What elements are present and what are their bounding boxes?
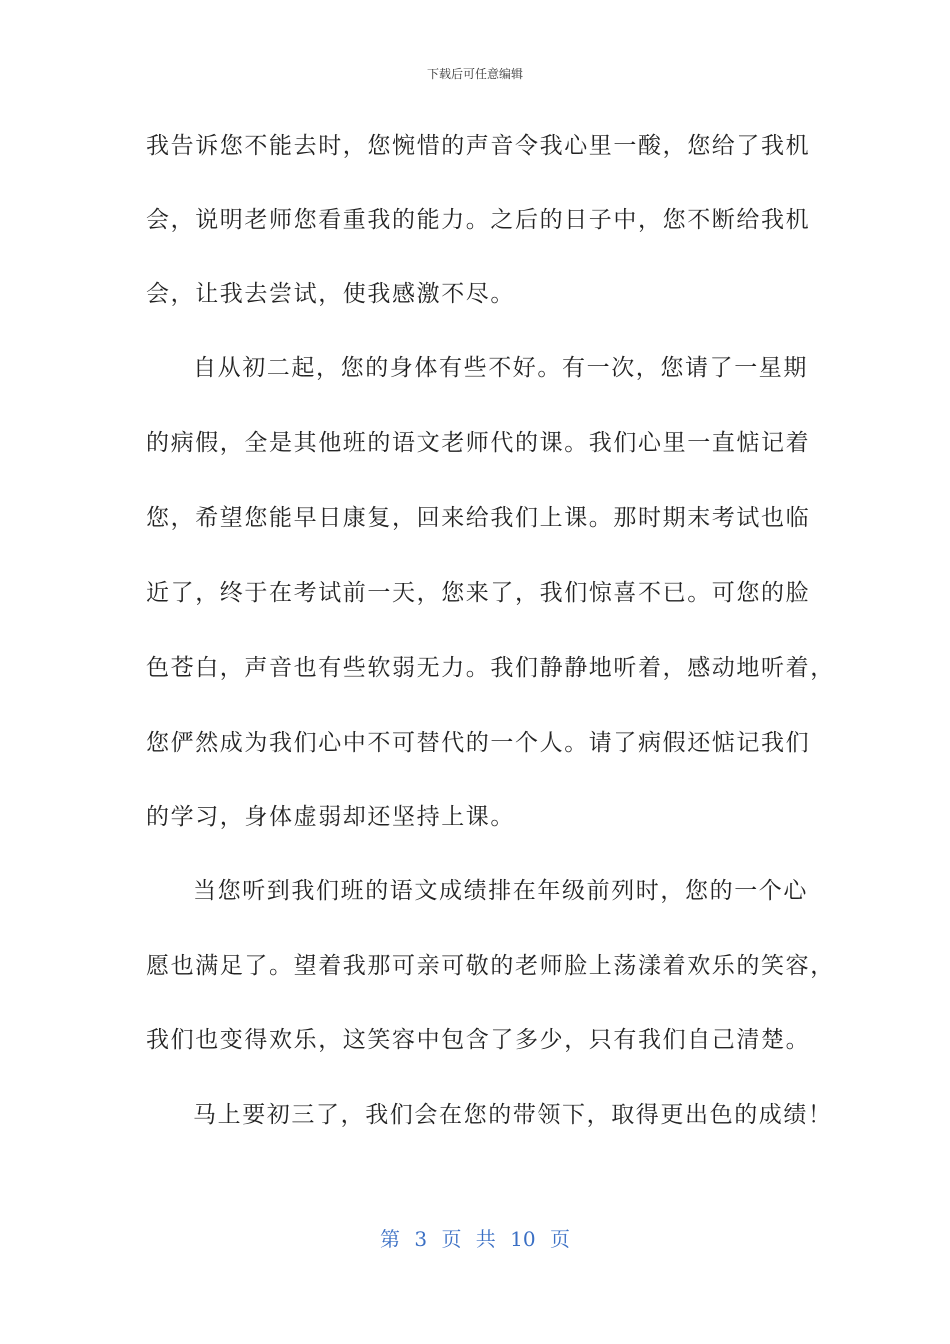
text-line: 愿也满足了。望着我那可亲可敬的老师脸上荡漾着欢乐的笑容，	[146, 953, 835, 979]
text-line: 色苍白，声音也有些软弱无力。我们静静地听着，感动地听着，	[146, 655, 835, 681]
text-line: 的病假，全是其他班的语文老师代的课。我们心里一直惦记着	[146, 430, 811, 456]
text-line: 近了，终于在考试前一天，您来了，我们惊喜不已。可您的脸	[146, 580, 811, 606]
text-line: 我们也变得欢乐，这笑容中包含了多少，只有我们自己清楚。	[146, 1027, 811, 1053]
text-line: 您俨然成为我们心中不可替代的一个人。请了病假还惦记我们	[146, 730, 811, 756]
text-line: 我告诉您不能去时，您惋惜的声音令我心里一酸，您给了我机	[146, 133, 811, 159]
text-line: 的学习，身体虚弱却还坚持上课。	[146, 804, 515, 830]
paragraph-start-line: 自从初二起，您的身体有些不好。有一次，您请了一星期	[193, 355, 808, 381]
page-number: 第 3 页 共 10 页	[380, 1227, 570, 1251]
page-header: 下载后可任意编辑	[426, 67, 523, 81]
text-line: 会，让我去尝试，使我感激不尽。	[146, 281, 515, 307]
paragraph-start-line: 当您听到我们班的语文成绩排在年级前列时，您的一个心	[193, 878, 808, 904]
text-line: 会，说明老师您看重我的能力。之后的日子中，您不断给我机	[146, 207, 811, 233]
paragraph-start-line: 马上要初三了，我们会在您的带领下，取得更出色的成绩！	[193, 1102, 833, 1128]
text-line: 您，希望您能早日康复，回来给我们上课。那时期末考试也临	[146, 505, 811, 531]
